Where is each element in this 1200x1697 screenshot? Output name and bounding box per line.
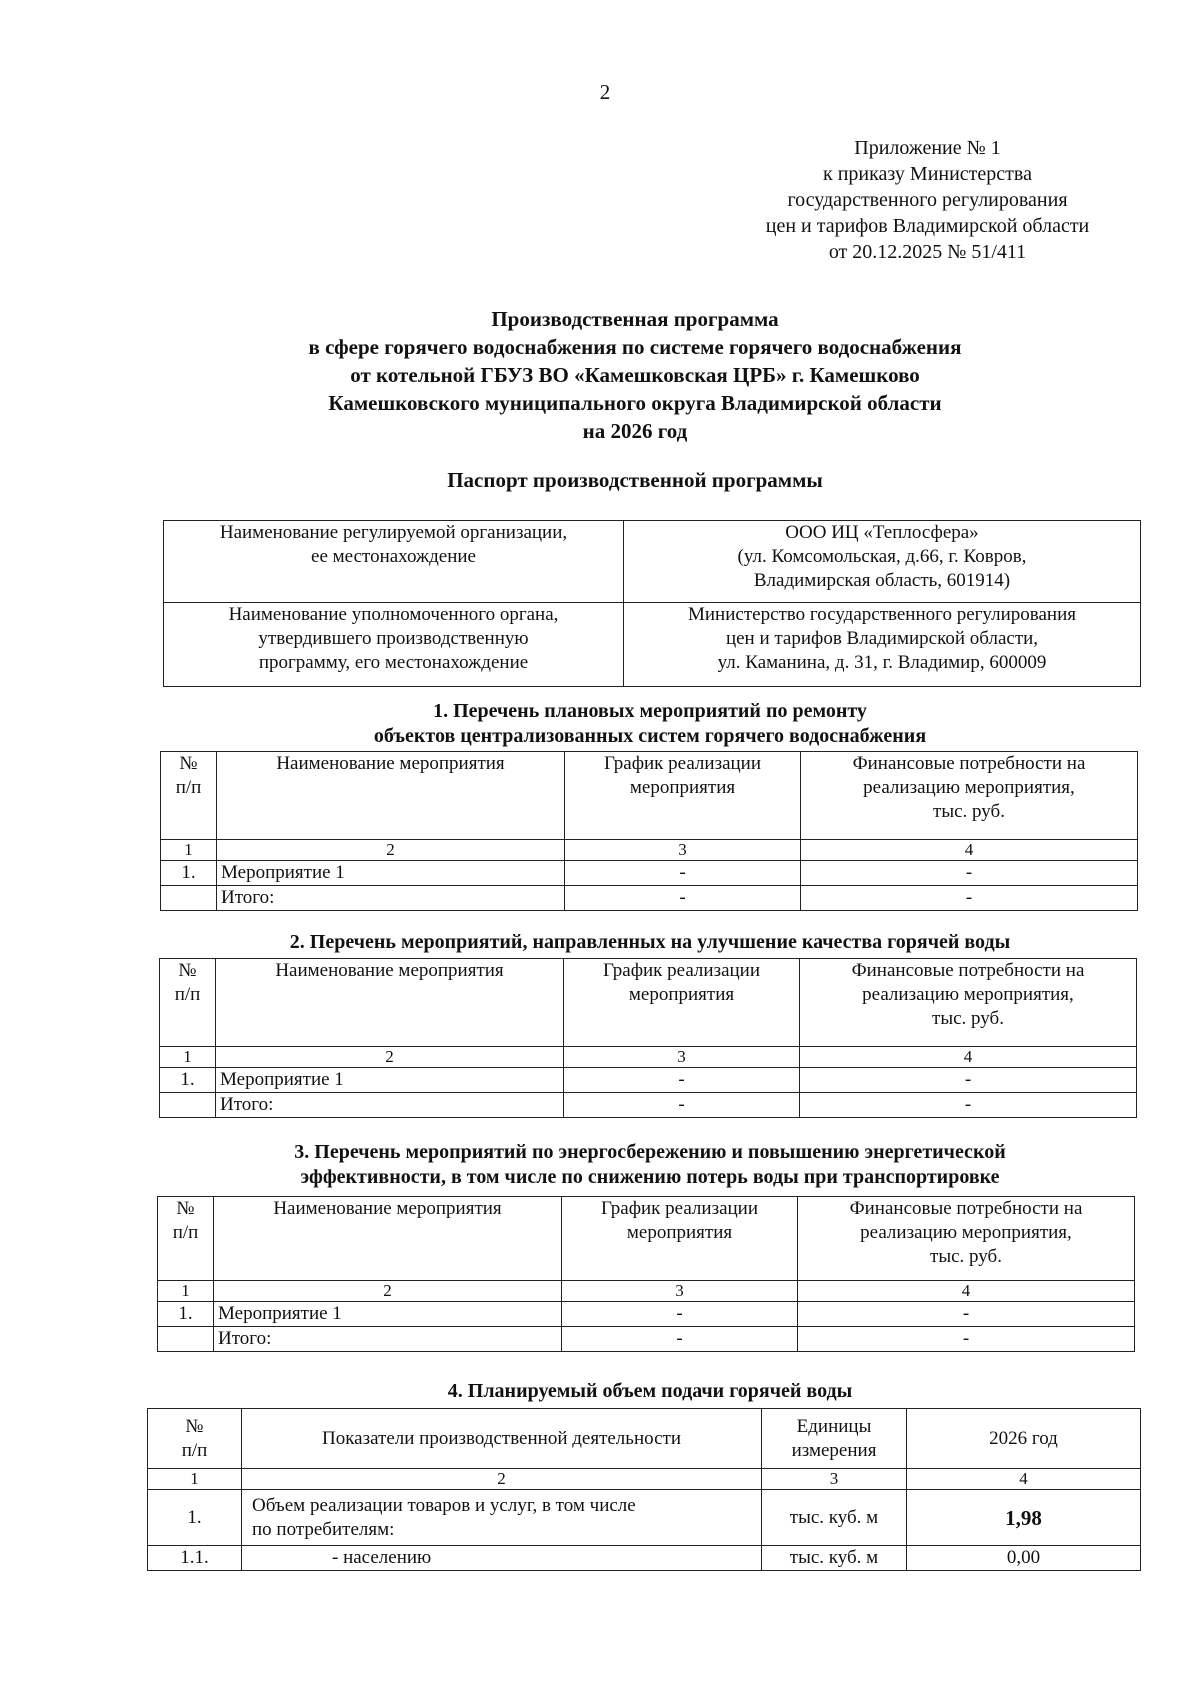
passport-value: [624, 521, 1141, 603]
row-finance: -: [800, 1068, 1137, 1093]
section-title-line: эффективности, в том числе по снижению потерь воды при транспортировке: [300, 1166, 1000, 1188]
row-unit: тыс. куб. м: [762, 1490, 907, 1546]
row-schedule: -: [564, 1093, 800, 1118]
index-cell: 2: [217, 840, 565, 861]
appendix-line: от 20.12.2025 № 51/411: [828, 241, 1027, 263]
passport-label-line: ее местонахождение: [311, 546, 476, 567]
table-row-total: [158, 1327, 1135, 1352]
table-row: [160, 1068, 1137, 1093]
page-number: 2: [599, 80, 611, 104]
section-title-line: 2. Перечень мероприятий, направленных на улучшение качества горячей воды: [289, 931, 1011, 953]
row-unit: тыс. куб. м: [762, 1546, 907, 1571]
appendix-line: государственного регулирования: [787, 189, 1068, 211]
row-schedule: -: [564, 1068, 800, 1093]
table-row: [158, 1302, 1135, 1327]
title-line: Камешковского муниципального округа Владимирской области: [328, 391, 942, 415]
header-unit: Единицы измерения: [762, 1409, 907, 1469]
passport-title: Паспорт производственной программы: [447, 468, 823, 492]
passport-label-line: Наименование уполномоченного органа,: [228, 604, 559, 625]
index-cell: 2: [242, 1469, 762, 1490]
row-name: Итого:: [216, 1093, 564, 1118]
appendix-block: [700, 135, 1155, 265]
row-num: 1.: [161, 861, 217, 886]
header-num: № п/п: [158, 1197, 214, 1281]
row-name: Мероприятие 1: [217, 861, 565, 886]
passport-label-line: утвердившего производственную: [258, 628, 529, 649]
title-line: в сфере горячего водоснабжения по системе горячего водоснабжения: [308, 335, 962, 359]
row-schedule: -: [565, 886, 801, 911]
header-schedule: График реализации мероприятия: [562, 1197, 798, 1281]
passport-value-line: цен и тарифов Владимирской области,: [725, 628, 1039, 649]
table-row: [148, 1490, 1141, 1546]
row-num: 1.: [148, 1490, 242, 1546]
passport-value-line: ООО ИЦ «Теплосфера»: [785, 522, 979, 543]
index-cell: 3: [762, 1469, 907, 1490]
index-cell: 4: [798, 1281, 1135, 1302]
index-cell: 1: [158, 1281, 214, 1302]
index-cell: 4: [801, 840, 1138, 861]
index-cell: 3: [564, 1047, 800, 1068]
index-cell: 1: [160, 1047, 216, 1068]
row-name: Мероприятие 1: [216, 1068, 564, 1093]
passport-label-line: программу, его местонахождение: [258, 652, 529, 673]
header-year: 2026 год: [907, 1409, 1141, 1469]
passport-value-line: Министерство государственного регулирования: [688, 604, 1076, 625]
header-indicator: Показатели производственной деятельности: [242, 1409, 762, 1469]
header-row: [158, 1197, 1135, 1281]
row-schedule: -: [562, 1327, 798, 1352]
passport-value-line: (ул. Комсомольская, д.66, г. Ковров,: [737, 546, 1027, 567]
index-cell: 4: [800, 1047, 1137, 1068]
section-title-line: объектов централизованных систем горячего водоснабжения: [373, 725, 927, 747]
table-row-total: [161, 886, 1138, 911]
passport-table: [163, 520, 1141, 687]
passport-value: [624, 603, 1141, 687]
passport-label-line: Наименование регулируемой организации,: [219, 522, 568, 543]
appendix-line: Приложение № 1: [854, 137, 1001, 159]
row-name: Итого:: [217, 886, 565, 911]
header-name: Наименование мероприятия: [214, 1197, 562, 1281]
header-row: [148, 1409, 1141, 1469]
header-finance: Финансовые потребности на реализацию мероприятия, тыс. руб.: [798, 1197, 1135, 1281]
index-cell: 2: [216, 1047, 564, 1068]
row-num: 1.: [158, 1302, 214, 1327]
row-num: 1.1.: [148, 1546, 242, 1571]
row-finance: -: [801, 861, 1138, 886]
section-1-table: [160, 751, 1138, 911]
row-schedule: -: [562, 1302, 798, 1327]
section-1-title: [150, 699, 1150, 749]
table-row-total: [160, 1093, 1137, 1118]
row-name: Итого:: [214, 1327, 562, 1352]
header-finance: Финансовые потребности на реализацию мероприятия, тыс. руб.: [800, 959, 1137, 1047]
header-num: № п/п: [160, 959, 216, 1047]
header-finance: Финансовые потребности на реализацию мероприятия, тыс. руб.: [801, 752, 1138, 840]
section-3-title: [150, 1140, 1150, 1190]
header-name: Наименование мероприятия: [216, 959, 564, 1047]
passport-value-line: ул. Каманина, д. 31, г. Владимир, 600009: [717, 652, 1047, 673]
row-num: [161, 886, 217, 911]
table-row: [161, 861, 1138, 886]
row-name: Мероприятие 1: [214, 1302, 562, 1327]
header-schedule: График реализации мероприятия: [564, 959, 800, 1047]
row-num: 1.: [160, 1068, 216, 1093]
index-cell: 4: [907, 1469, 1141, 1490]
table-row: [148, 1546, 1141, 1571]
section-2-title: [150, 930, 1150, 955]
title-line: на 2026 год: [582, 419, 688, 443]
index-cell: 3: [562, 1281, 798, 1302]
index-row: [148, 1469, 1141, 1490]
index-row: [160, 1047, 1137, 1068]
row-schedule: -: [565, 861, 801, 886]
passport-label: [164, 521, 624, 603]
row-finance: -: [800, 1093, 1137, 1118]
appendix-line: цен и тарифов Владимирской области: [765, 215, 1090, 237]
header-name: Наименование мероприятия: [217, 752, 565, 840]
passport-row: [164, 603, 1141, 687]
section-3-table: [157, 1196, 1135, 1352]
title-line: Производственная программа: [491, 307, 779, 331]
volume-table: [147, 1408, 1141, 1571]
passport-value-line: Владимирская область, 601914): [753, 570, 1011, 591]
passport-row: [164, 521, 1141, 603]
appendix-line: к приказу Министерства: [823, 163, 1032, 185]
header-num: № п/п: [161, 752, 217, 840]
section-2-table: [159, 958, 1137, 1118]
row-indicator: Объем реализации товаров и услуг, в том числе по потребителям:: [242, 1490, 762, 1546]
row-value: 1,98: [907, 1490, 1141, 1546]
row-finance: -: [798, 1327, 1135, 1352]
header-row: [160, 959, 1137, 1047]
header-row: [161, 752, 1138, 840]
header-schedule: График реализации мероприятия: [565, 752, 801, 840]
index-cell: 3: [565, 840, 801, 861]
section-title-line: 1. Перечень плановых мероприятий по ремонту: [433, 700, 867, 722]
index-row: [158, 1281, 1135, 1302]
document-title: [180, 305, 1090, 445]
index-cell: 2: [214, 1281, 562, 1302]
row-finance: -: [801, 886, 1138, 911]
title-line: от котельной ГБУЗ ВО «Камешковская ЦРБ» г. Камешково: [350, 363, 920, 387]
index-row: [161, 840, 1138, 861]
index-cell: 1: [161, 840, 217, 861]
index-cell: 1: [148, 1469, 242, 1490]
section-4-title: 4. Планируемый объем подачи горячей воды: [447, 1380, 853, 1402]
row-finance: -: [798, 1302, 1135, 1327]
row-num: [160, 1093, 216, 1118]
passport-label: [164, 603, 624, 687]
row-value: 0,00: [907, 1546, 1141, 1571]
row-indicator: - населению: [242, 1546, 762, 1571]
header-num: № п/п: [148, 1409, 242, 1469]
section-title-line: 3. Перечень мероприятий по энергосбережению и повышению энергетической: [294, 1141, 1006, 1163]
row-num: [158, 1327, 214, 1352]
